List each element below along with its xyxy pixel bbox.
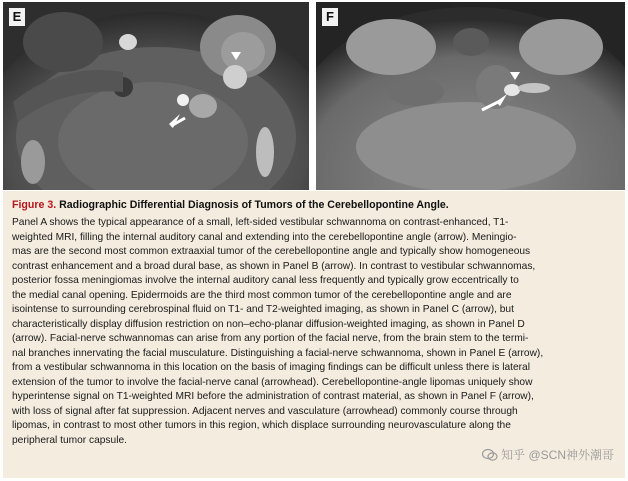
mri-image-f xyxy=(316,2,625,190)
wechat-icon xyxy=(482,448,498,462)
figure-title: Radiographic Differential Diagnosis of Tumors of the Cerebellopontine Angle. xyxy=(59,199,449,211)
caption-line: nal branches innervating the facial musculature. Distinguishing a facial-nerve schwannoma, shown in Panel E (arrow), xyxy=(12,347,544,359)
caption-line: characteristically display diffusion restriction on non–echo-planar diffusion-weighted imaging, as shown in Panel D xyxy=(12,318,525,330)
caption-line: contrast enhancement and a broad dural base, as shown in Panel B (arrow). In contrast to vestibular schwannomas, xyxy=(12,260,536,272)
caption-heading xyxy=(12,197,616,213)
caption-body xyxy=(12,216,616,448)
caption-line: peripheral tumor capsule. xyxy=(12,434,127,446)
watermark xyxy=(482,446,614,463)
caption-line: isointense to surrounding cerebrospinal fluid on T1- and T2-weighted imaging, as shown in Panel C (arrow), but xyxy=(12,304,514,315)
caption-line: weighted MRI, filling the internal auditory canal and extending into the cerebellopontine angle (arrow). Meningio- xyxy=(12,231,517,243)
panel-label-e: E xyxy=(9,8,25,26)
caption-line: posterior fossa meningiomas involve the internal auditory canal less frequently and typically grow eccentrically to xyxy=(12,275,519,286)
caption-line: lipomas, in contrast to most other tumors in this region, which displace surrounding neurovasculature along the xyxy=(12,420,511,431)
figure-number: Figure 3. xyxy=(12,199,57,211)
mri-panel-f xyxy=(316,2,625,190)
figure-caption xyxy=(3,191,625,478)
mri-image-e xyxy=(3,2,309,190)
caption-line: Panel A shows the typical appearance of a small, left-sided vestibular schwannoma on contrast-enhanced, T1- xyxy=(12,217,509,228)
caption-line: the medial canal opening. Epidermoids are the third most common tumor of the cerebellopontine angle and are xyxy=(12,289,512,301)
mri-panel-e xyxy=(3,2,309,190)
caption-line: (arrow). Facial-nerve schwannomas can arise from any portion of the facial nerve, from the brain stem to the termi- xyxy=(12,333,529,344)
caption-line: hyperintense signal on T1-weighted MRI before the administration of contrast material, as shown in Panel F (arrow), xyxy=(12,391,534,402)
caption-line: with loss of signal after fat suppression. Adjacent nerves and vasculature (arrowhead) commonly course through xyxy=(12,405,518,417)
watermark-text: 知乎 @SCN神外潮哥 xyxy=(501,448,614,462)
caption-line: mas are the second most common extraaxial tumor of the cerebellopontine angle and typically show homogeneous xyxy=(12,246,531,257)
caption-line: extension of the tumor to involve the facial-nerve canal (arrowhead). Cerebellopontine-angle lipomas uniquely show xyxy=(12,376,533,388)
caption-line: from a vestibular schwannoma in this location on the basis of imaging findings can be difficult unless there is lateral xyxy=(12,362,530,373)
panel-label-f: F xyxy=(322,8,338,26)
